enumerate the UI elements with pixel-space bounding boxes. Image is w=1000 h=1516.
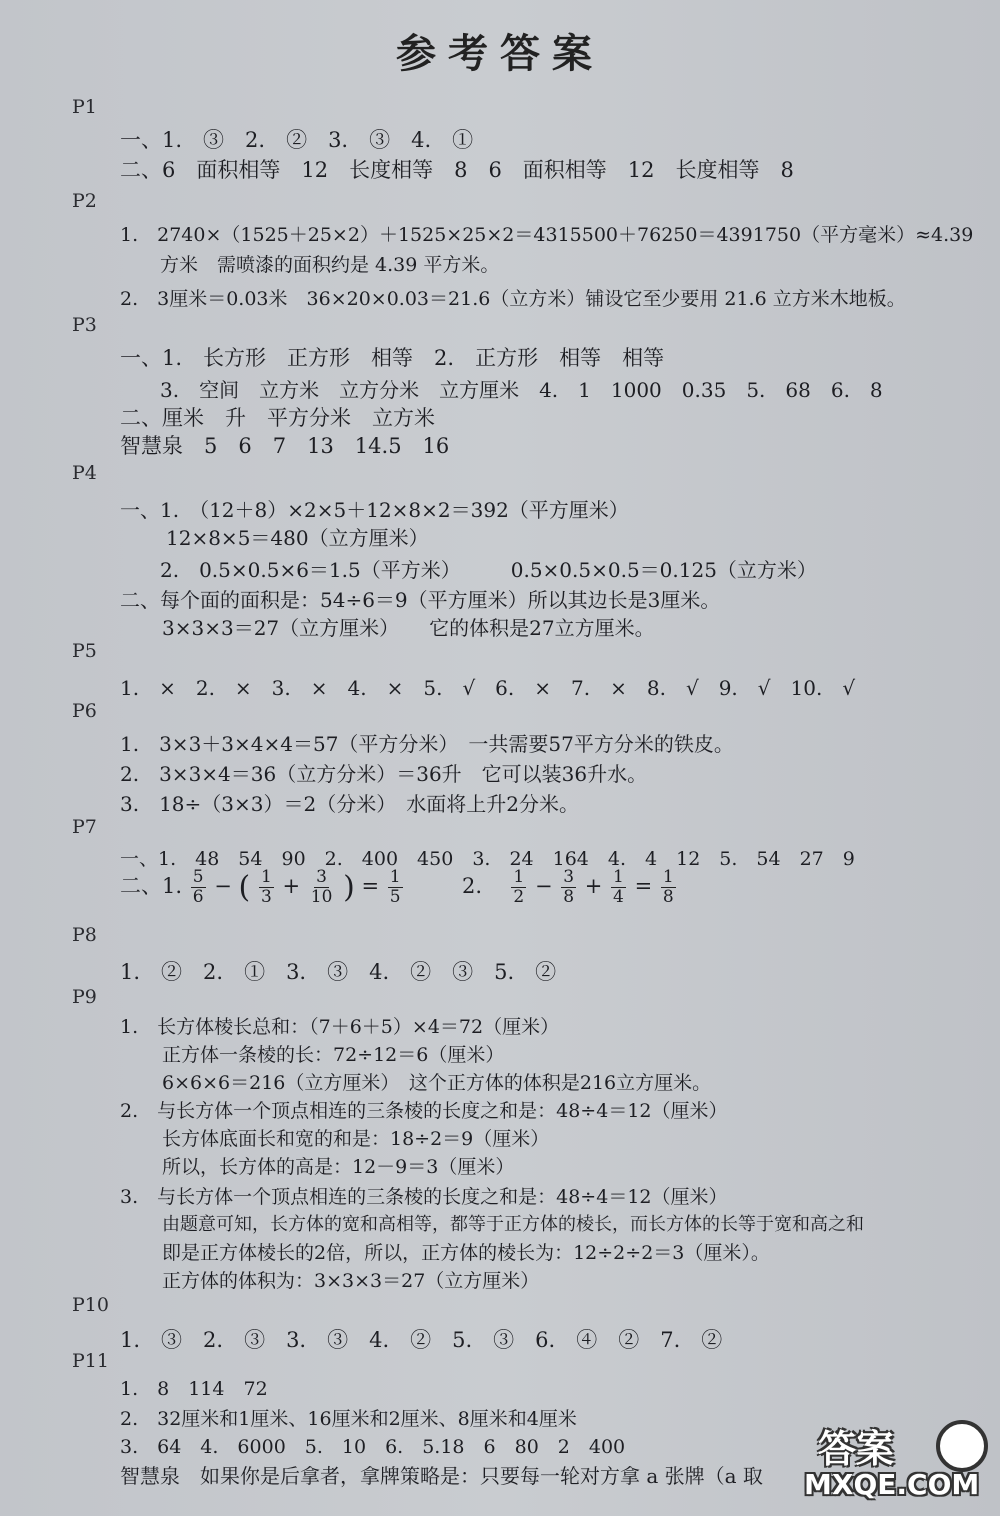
answer-line: 2. 与长方体一个顶点相连的三条棱的长度之和是：48÷4＝12（厘米） xyxy=(120,1100,728,1122)
answer-line: 1. 3×3＋3×4×4＝57（平方分米） 一共需要57平方分米的铁皮。 xyxy=(120,732,734,756)
minus-sign: − xyxy=(534,874,553,898)
answer-line: 3. 64 4. 6000 5. 10 6. 5.18 6 80 2 400 xyxy=(120,1436,626,1458)
section-label-p1: P1 xyxy=(72,96,97,118)
answer-line: 方米 需喷漆的面积约是 4.39 平方米。 xyxy=(160,254,500,276)
plus-sign: + xyxy=(282,874,301,898)
answer-line: 一、1. （12＋8）×2×5＋12×8×2＝392（平方厘米） xyxy=(120,498,629,522)
right-paren: ) xyxy=(343,870,355,905)
answer-line: 1. 8 114 72 xyxy=(120,1378,268,1400)
answer-line: 1. × 2. × 3. × 4. × 5. √ 6. × 7. × 8. √ 9. √ 10. √ xyxy=(120,676,856,700)
plus-sign: + xyxy=(584,874,603,898)
fraction-1-4: $\frac{1}{4}$ xyxy=(613,867,624,907)
answer-line: 6×6×6＝216（立方厘米） 这个正方体的体积是216立方厘米。 xyxy=(162,1072,712,1094)
fraction-3-8: $\frac{3}{8}$ xyxy=(563,867,575,907)
section-label-p3: P3 xyxy=(72,314,97,336)
answer-line: 1. ② 2. ① 3. ③ 4. ② ③ 5. ② xyxy=(120,960,557,984)
answer-line: 2. 3厘米＝0.03米 36×20×0.03＝21.6（立方米）铺设它至少要用 21.6 立方米木地板。 xyxy=(120,288,906,310)
equals-sign: = xyxy=(361,874,380,898)
watermark-logo xyxy=(796,1418,994,1512)
answer-line: 一、1. 长方形 正方形 相等 2. 正方形 相等 相等 xyxy=(120,346,665,370)
answer-line: 二、6 面积相等 12 长度相等 8 6 面积相等 12 长度相等 8 xyxy=(120,158,794,182)
section-label-p10: P10 xyxy=(72,1294,109,1316)
answer-line: 2. 32厘米和1厘米、16厘米和2厘米、8厘米和4厘米 xyxy=(120,1408,577,1430)
watermark-site: MXQE.COM xyxy=(804,1468,980,1501)
page-title: 参考答案 xyxy=(396,30,604,77)
fraction-1-2: $\frac{1}{2}$ xyxy=(513,867,525,907)
answer-line: 3. 与长方体一个顶点相连的三条棱的长度之和是：48÷4＝12（厘米） xyxy=(120,1186,728,1208)
answer-line: 即是正方体棱长的2倍，所以，正方体的棱长为：12÷2÷2＝3（厘米）。 xyxy=(162,1242,770,1264)
equals-sign: = xyxy=(634,874,653,898)
answer-line: 智慧泉 5 6 7 13 14.5 16 xyxy=(120,434,450,458)
section-label-p11: P11 xyxy=(72,1350,109,1372)
answer-line: 长方体底面长和宽的和是：18÷2＝9（厘米） xyxy=(162,1128,550,1150)
answer-line: 1. ③ 2. ③ 3. ③ 4. ② 5. ③ 6. ④ ② 7. ② xyxy=(120,1328,723,1352)
answer-line: 3. 空间 立方米 立方分米 立方厘米 4. 1 1000 0.35 5. 68 6. 8 xyxy=(160,378,883,402)
fraction-prefix: 二、1. xyxy=(120,874,183,898)
fraction-1-5: $\frac{1}{5}$ xyxy=(389,867,401,907)
answer-line: 3. 18÷（3×3）＝2（分米） 水面将上升2分米。 xyxy=(120,792,579,816)
answer-line: 二、厘米 升 平方分米 立方米 xyxy=(120,406,435,430)
fraction-1-8: $\frac{1}{8}$ xyxy=(662,867,674,907)
answer-line: 正方体一条棱的长：72÷12＝6（厘米） xyxy=(162,1044,505,1066)
answer-line: 一、1. 48 54 90 2. 400 450 3. 24 164 4. 4 12 5. 54 27 9 xyxy=(120,848,855,870)
answer-line: 由题意可知，长方体的宽和高相等，都等于正方体的棱长，而长方体的长等于宽和高之和 xyxy=(162,1214,864,1235)
answer-line: 二、每个面的面积是：54÷6＝9（平方厘米）所以其边长是3厘米。 xyxy=(120,588,721,612)
section-label-p7: P7 xyxy=(72,816,97,838)
answer-line: 智慧泉 如果你是后拿者，拿牌策略是：只要每一轮对方拿 a 张牌（a 取 xyxy=(120,1464,763,1488)
watermark-seal-icon xyxy=(936,1420,988,1472)
fraction-answer-line xyxy=(120,868,678,907)
fraction-1-3: $\frac{1}{3}$ xyxy=(260,867,272,907)
fraction-3-10: $\frac{3}{10}$ xyxy=(310,867,333,907)
answer-line: 1. 长方体棱长总和：（7＋6＋5）×4＝72（厘米） xyxy=(120,1016,560,1038)
section-label-p5: P5 xyxy=(72,640,97,662)
answer-line: 一、1. ③ 2. ② 3. ③ 4. ① xyxy=(120,128,474,152)
answer-line: 3×3×3＝27（立方厘米） 它的体积是27立方厘米。 xyxy=(162,616,655,640)
answer-line: 2. 0.5×0.5×6＝1.5（平方米） 0.5×0.5×0.5＝0.125（立方米） xyxy=(160,558,817,582)
left-paren: ( xyxy=(238,870,251,905)
answer-line: 2. 3×3×4＝36（立方分米）＝36升 它可以装36升水。 xyxy=(120,762,648,786)
answer-line: 所以，长方体的高是：12－9＝3（厘米） xyxy=(162,1156,515,1178)
fraction-5-6: $\frac{5}{6}$ xyxy=(192,867,204,907)
question-number: 2. xyxy=(462,874,483,898)
section-label-p6: P6 xyxy=(72,700,97,722)
section-label-p4: P4 xyxy=(72,462,97,484)
section-label-p2: P2 xyxy=(72,190,97,212)
section-label-p9: P9 xyxy=(72,986,97,1008)
answer-line: 正方体的体积为：3×3×3＝27（立方厘米） xyxy=(162,1270,540,1292)
section-label-p8: P8 xyxy=(72,924,97,946)
answer-line: 12×8×5＝480（立方厘米） xyxy=(166,526,429,550)
minus-sign: − xyxy=(214,874,232,898)
answer-line: 1. 2740×（1525＋25×2）＋1525×25×2＝4315500＋76250＝4391750（平方毫米）≈4.39 xyxy=(120,224,974,246)
watermark-text: 答案 xyxy=(818,1427,895,1471)
